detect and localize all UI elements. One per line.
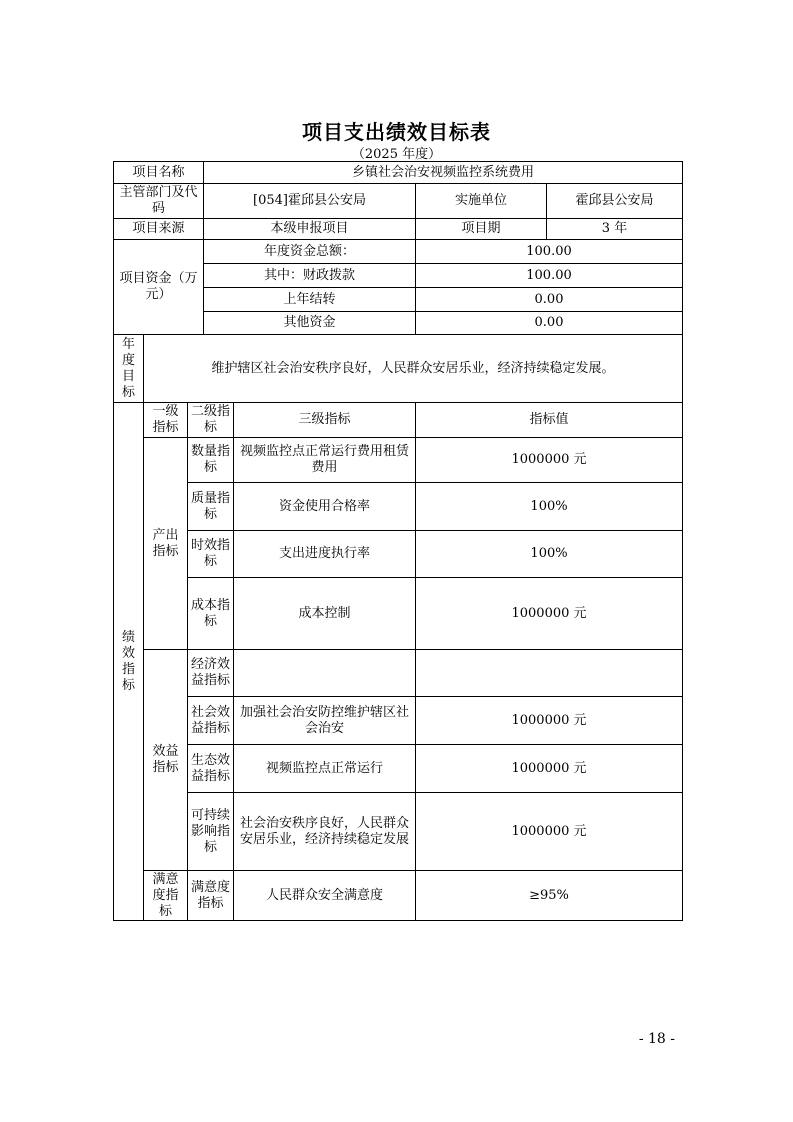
satisfaction-level1: 满意度指标 [144,871,188,921]
cost-value: 1000000 元 [416,578,683,650]
annual-goal-text: 维护辖区社会治安秩序良好，人民群众安居乐业，经济持续稳定发展。 [144,335,683,403]
performance-target-table [113,161,683,921]
funds-total-label: 年度资金总额： [204,240,416,264]
satisfaction-level2: 满意度指标 [188,871,234,921]
header-level1: 一级指标 [144,403,188,438]
cost-item: 成本控制 [234,578,416,650]
header-value: 指标值 [416,403,683,438]
page-subtitle: （2025 年度） [351,147,442,162]
funds-carry-value: 0.00 [416,288,683,312]
period-label: 项目期 [416,219,547,240]
funds-fiscal-label: 其中：财政拨款 [204,264,416,288]
impl-unit-label: 实施单位 [416,184,547,219]
funds-label: 项目资金（万元） [114,240,204,335]
page-number: - 18 - [638,1031,675,1047]
timeliness-item: 支出进度执行率 [234,531,416,578]
output-label: 产出指标 [144,438,188,650]
funds-total-value: 100.00 [416,240,683,264]
source-label: 项目来源 [114,219,204,240]
quality-label: 质量指标 [188,483,234,531]
header-level2: 二级指标 [188,403,234,438]
quantity-item: 视频监控点正常运行费用租赁费用 [234,438,416,483]
dept-label: 主管部门及代码 [114,184,204,219]
funds-other-value: 0.00 [416,312,683,335]
project-name-value: 乡镇社会治安视频监控系统费用 [204,162,683,184]
quality-value: 100% [416,483,683,531]
sustainable-label: 可持续影响指标 [188,793,234,871]
timeliness-label: 时效指标 [188,531,234,578]
quality-item: 资金使用合格率 [234,483,416,531]
ecological-label: 生态效益指标 [188,745,234,793]
quantity-value: 1000000 元 [416,438,683,483]
satisfaction-item: 人民群众安全满意度 [234,871,416,921]
header-level3: 三级指标 [234,403,416,438]
project-name-label: 项目名称 [114,162,204,184]
source-value: 本级申报项目 [204,219,416,240]
economic-value [416,650,683,697]
funds-other-label: 其他资金 [204,312,416,335]
sustainable-item: 社会治安秩序良好，人民群众安居乐业，经济持续稳定发展 [234,793,416,871]
timeliness-value: 100% [416,531,683,578]
social-label: 社会效益指标 [188,697,234,745]
period-value: 3 年 [547,219,683,240]
satisfaction-value: ≥95% [416,871,683,921]
sustainable-value: 1000000 元 [416,793,683,871]
economic-item [234,650,416,697]
annual-goal-label: 年度目标 [114,335,144,403]
impl-unit-value: 霍邱县公安局 [547,184,683,219]
ecological-value: 1000000 元 [416,745,683,793]
social-item: 加强社会治安防控维护辖区社会治安 [234,697,416,745]
ecological-item: 视频监控点正常运行 [234,745,416,793]
indicators-section-label: 绩效指标 [114,403,144,921]
page-title: 项目支出绩效目标表 [302,120,491,144]
funds-carry-label: 上年结转 [204,288,416,312]
funds-fiscal-value: 100.00 [416,264,683,288]
cost-label: 成本指标 [188,578,234,650]
dept-value: [054]霍邱县公安局 [204,184,416,219]
social-value: 1000000 元 [416,697,683,745]
quantity-label: 数量指标 [188,438,234,483]
economic-label: 经济效益指标 [188,650,234,697]
benefit-label: 效益指标 [144,650,188,871]
